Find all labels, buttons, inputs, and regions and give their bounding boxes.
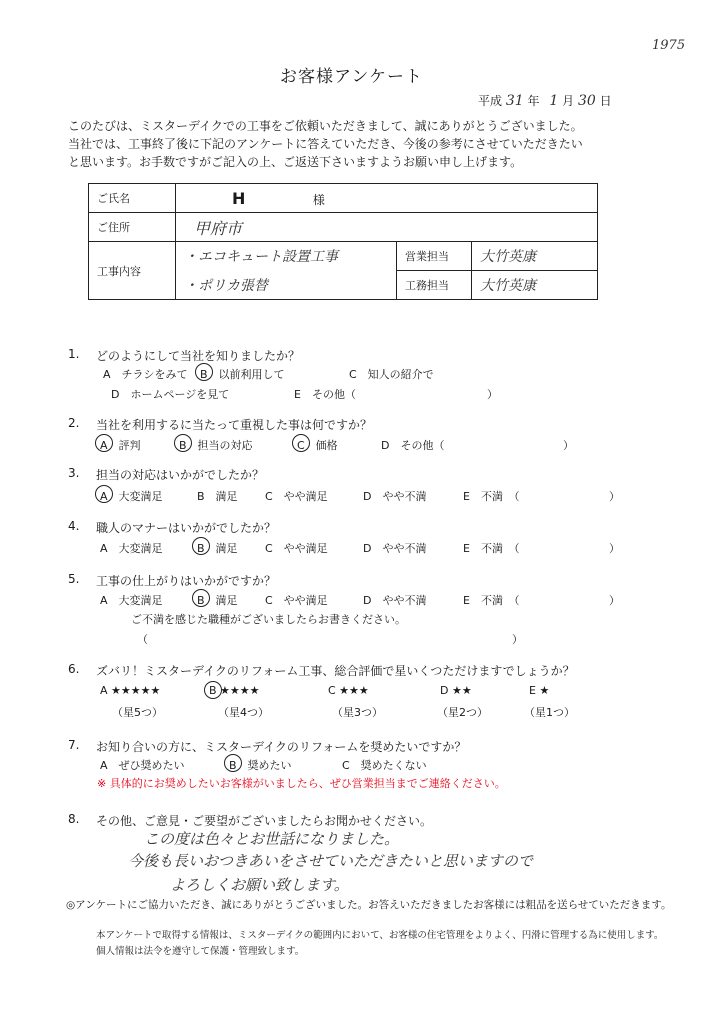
q8-answer-line-1: この度は色々とお世話になりました。	[144, 830, 400, 848]
q6-label-a: （星5つ）	[112, 706, 163, 719]
q1-b-circle-mark	[195, 363, 213, 381]
sales-value: 大竹英康	[472, 242, 598, 271]
q1-text: どのようにして当社を知りましたか？	[96, 349, 301, 363]
q5-sub-paren-open: （	[137, 633, 148, 646]
q7-number: 7.	[68, 738, 80, 752]
q3-option-a: A 大変満足	[100, 490, 163, 503]
q8-number: 8.	[68, 812, 80, 826]
q6-label-b: （星4つ）	[218, 706, 269, 719]
q6-label-d: （星2つ）	[437, 706, 488, 719]
q4-option-e-close: ）	[609, 542, 620, 555]
q3-option-d: D やや不満	[363, 490, 427, 503]
sales-label: 営業担当	[397, 242, 472, 271]
date-line	[478, 92, 612, 109]
q8-answer-line-3: よろしくお願い致します。	[170, 876, 349, 894]
q3-option-c: C やや満足	[265, 490, 328, 503]
q5-option-e: E 不満 （	[463, 594, 520, 607]
name-suffix: 様	[312, 192, 325, 207]
footer-thanks: ◎アンケートにご協力いただき、誠にありがとうございました。お答えいただきましたお客様には粗品を送らせていただきます。	[66, 899, 672, 911]
q4-option-d: D やや不満	[363, 542, 427, 555]
q3-text: 担当の対応はいかがでしたか？	[96, 468, 265, 482]
q5-sub-paren-close: ）	[512, 633, 523, 646]
q8-answer-line-2: 今後も長いおつきあいをさせていただきたいと思いますので	[128, 852, 533, 870]
q6-option-c: C ★★★	[328, 684, 369, 697]
q7-option-a: A ぜひ奨めたい	[100, 759, 185, 772]
work-item-1: ・エコキュート設置工事	[176, 242, 397, 271]
q6-label-c: （星3つ）	[332, 706, 383, 719]
q2-option-a: A 評判	[100, 439, 141, 452]
q6-option-a: A ★★★★★	[100, 684, 161, 697]
q5-number: 5.	[68, 572, 80, 586]
q7-text: お知り合いの方に、ミスターデイクのリフォームを奨めたいですか？	[96, 740, 467, 754]
q6-label-e: （星1つ）	[524, 706, 575, 719]
q6-text: ズバリ！ミスターデイクのリフォーム工事、総合評価で星いくつただけますでしょうか？	[96, 664, 575, 678]
q2-c-circle-mark	[292, 434, 310, 452]
q4-option-a: A 大変満足	[100, 542, 163, 555]
q1-option-e: E その他（	[294, 388, 356, 401]
q7-option-b: B 奨めたい	[229, 759, 292, 772]
q7-note: ※ 具体的にお奨めしたいお客様がいましたら、ぜひ営業担当までご連絡ください。	[97, 777, 506, 790]
page-title: お客様アンケート	[280, 67, 423, 87]
q3-option-b: B 満足	[197, 490, 238, 503]
q1-option-a: A チラシをみて	[103, 368, 188, 381]
q4-text: 職人のマナーはいかがでしたか？	[96, 521, 277, 535]
date-year: 31	[505, 93, 524, 109]
q5-option-b: B 満足	[197, 594, 238, 607]
q4-option-e: E 不満 （	[463, 542, 520, 555]
q6-number: 6.	[68, 662, 80, 676]
q1-option-e-close: ）	[487, 388, 498, 401]
q5-option-d: D やや不満	[363, 594, 427, 607]
q7-option-c: C 奨めたくない	[342, 759, 427, 772]
q6-option-e: E ★	[529, 684, 550, 697]
date-year-unit: 年	[527, 94, 540, 108]
q7-b-circle-mark	[224, 754, 242, 772]
q3-option-e: E 不満 （	[463, 490, 520, 503]
date-day: 30	[577, 93, 596, 109]
q1-option-d: D ホームページを見て	[111, 388, 230, 401]
q3-option-e-close: ）	[609, 490, 620, 503]
corner-note: 1975	[652, 38, 686, 53]
q1-option-c: C 知人の紹介で	[349, 368, 434, 381]
q5-sub-question: ご不満を感じた職種がございましたらお書きください。	[131, 613, 406, 626]
q5-option-a: A 大変満足	[100, 594, 163, 607]
q5-b-circle-mark	[192, 589, 210, 607]
q2-a-circle-mark	[95, 434, 113, 452]
name-label: ご氏名	[89, 184, 176, 213]
date-era: 平成	[478, 94, 503, 108]
footer-privacy-1: 本アンケートで取得する情報は、ミスターデイクの範囲内において、お客様の住宅管理をよりよく、円滑に管理する為に使用します。	[96, 930, 664, 941]
intro-line-1: このたびは、ミスターデイクでの工事をご依頼いただきまして、誠にありがとうございました。	[68, 119, 583, 133]
intro-line-3: と思います。お手数ですがご記入の上、ご返送下さいますようお願い申し上げます。	[68, 155, 523, 169]
name-cell	[176, 184, 598, 213]
q2-option-b: B 担当の対応	[179, 439, 253, 452]
address-value: 甲府市	[176, 213, 598, 242]
q2-option-c: C 価格	[297, 439, 338, 452]
customer-info-table	[88, 183, 598, 300]
q4-b-circle-mark	[192, 537, 210, 555]
q2-number: 2.	[68, 416, 80, 430]
address-label: ご住所	[89, 213, 176, 242]
q5-text: 工事の仕上がりはいかがですか？	[96, 574, 277, 588]
q2-text: 当社を利用するに当たって重視した事は何ですか？	[96, 418, 373, 432]
intro-line-2: 当社では、工事終了後に下記のアンケートに答えていただき、今後の参考にさせていただきたい	[68, 137, 583, 151]
q8-text: その他、ご意見・ご要望がございましたらお聞かせください。	[96, 814, 433, 828]
q5-option-e-close: ）	[609, 594, 620, 607]
work-item-2: ・ポリカ張替	[176, 271, 397, 300]
q6-option-d: D ★★	[440, 684, 472, 697]
date-day-unit: 日	[599, 94, 612, 108]
q4-number: 4.	[68, 519, 80, 533]
q4-option-c: C やや満足	[265, 542, 328, 555]
name-value: H	[232, 188, 246, 208]
q2-option-d-close: ）	[563, 439, 574, 452]
footer-privacy-2: 個人情報は法令を遵守して保護・管理致します。	[96, 946, 305, 957]
q2-b-circle-mark	[174, 434, 192, 452]
q1-number: 1.	[68, 347, 80, 361]
q3-a-circle-mark	[95, 485, 113, 503]
q6-option-b: B ★★★★	[209, 684, 260, 697]
q4-option-b: B 満足	[197, 542, 238, 555]
q2-option-d: D その他（	[381, 439, 445, 452]
engineer-value: 大竹英康	[472, 271, 598, 300]
engineer-label: 工務担当	[397, 271, 472, 300]
q3-number: 3.	[68, 466, 80, 480]
q5-option-c: C やや満足	[265, 594, 328, 607]
q6-b-circle-mark	[204, 681, 222, 699]
work-label: 工事内容	[89, 242, 176, 300]
date-month: 1	[549, 93, 559, 109]
date-month-unit: 月	[562, 94, 575, 108]
q1-option-b: B 以前利用して	[200, 368, 285, 381]
